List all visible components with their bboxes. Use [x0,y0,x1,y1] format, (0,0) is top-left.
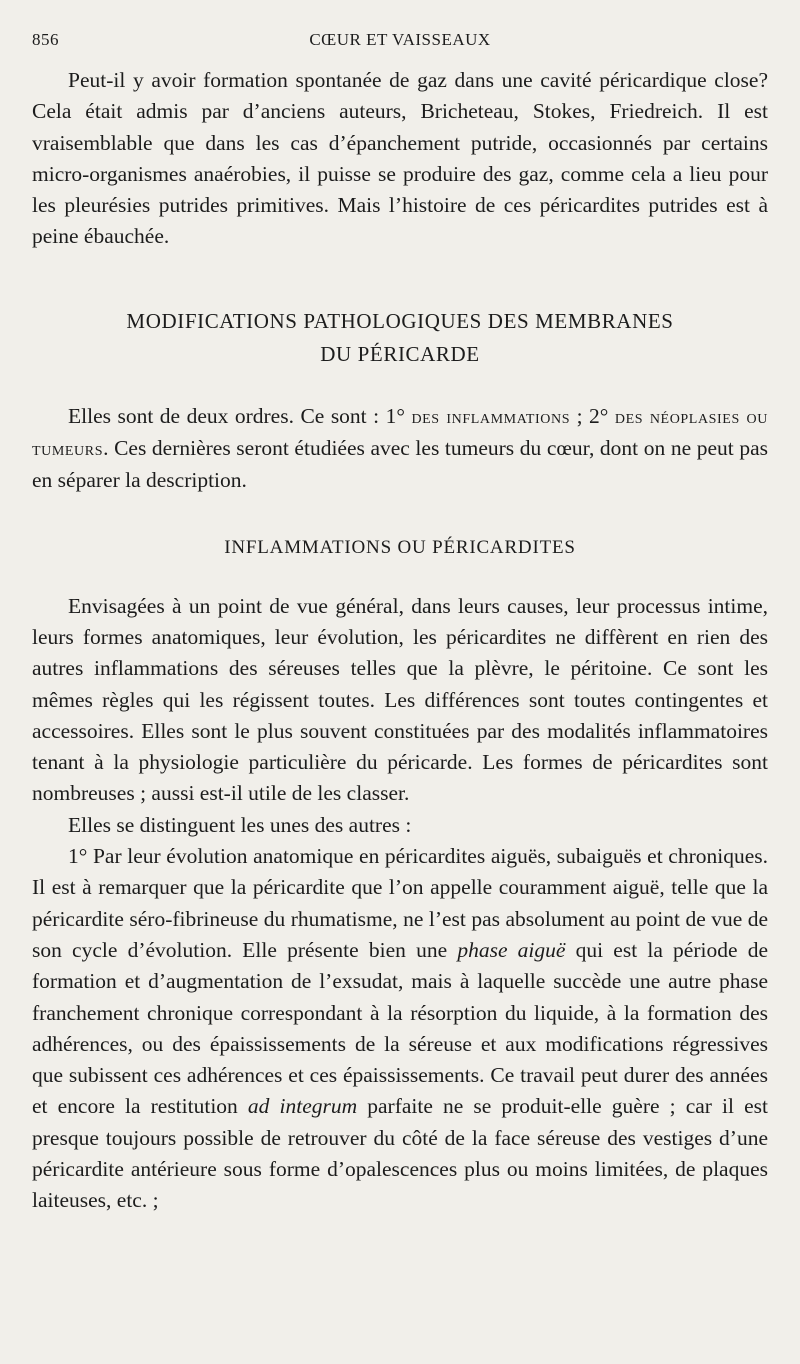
section-title-line1: MODIFICATIONS PATHOLOGIQUES DES MEMBRANES [126,308,674,333]
paragraph-gas-formation: Peut-il y avoir formation spontanée de gaz dans une cavité péricardique close? Cela était admis par d’anciens auteurs, Bricheteau, Stokes, Friedreich. Il est vraisemblable que dans les cas d’épanchement putride, occasionnés par certains micro-organismes anaérobies, il puisse se produire des gaz, comme cela a lieu pour les pleurésies putrides primitives. Mais l’histoire de ces péricardites putrides est à peine ébauchée. [32,68,768,249]
section-title [32,305,768,371]
subsection-title: INFLAMMATIONS OU PÉRICARDITES [224,536,576,558]
paragraph-two-orders [32,401,768,497]
text-run: Elles sont de deux ordres. Ce sont : 1° [68,403,412,428]
italic-phase-aigue: phase aiguë [457,937,566,962]
paragraph-general-view: Envisagées à un point de vue général, dans leurs causes, leur processus intime, leurs formes anatomiques, leur évolution, les péricardites ne diffèrent en rien des autres inflammations des séreuses telles que la plèvre, le péritoine. Ce sont les mêmes règles qui les régissent toutes. Les différences sont toutes contingentes et accessoires. Elles sont le plus souvent constituées par des modalités inflammatoires tenant à la physiologie particulière du péricarde. Les formes de péricardites sont nombreuses ; aussi est-il utile de les classer. [32,593,768,806]
text-run: . Ces dernières seront étudiées avec les tumeurs du cœur, dont on ne peut pas en séparer la description. [32,436,768,493]
text-run: parfaite ne se produit-elle guère ; car il est presque toujours possible de retrouver du côté de la face séreuse des vestiges d’une péricardite antérieure sous forme d’opalescences plus ou moins limitées, de plaques laiteuses, etc. ; [32,1094,768,1213]
text-run: qui est la période de formation et d’augmentation de l’exsudat, mais à laquelle succède une autre phase franchement chronique correspondant à la résorption du liquide, à la formation des adhérences, ou des épaississements de la séreuse et aux modifications régressives que subissent ces adhérences et ces épaississements. Ce travail peut durer des années et encore la restitution [32,937,769,1119]
running-title: CŒUR ET VAISSEAUX [309,30,491,49]
section-title-line2: DU PÉRICARDE [320,341,480,366]
small-caps-inflammations: des inflammations [411,405,571,428]
body-text [32,65,768,1217]
paragraph-evolution [32,841,768,1217]
text-run: 1° Par leur évolution anatomique en péricardites aiguës, subaiguës et chroniques. Il est à remarquer que la péricardite que l’on appelle couramment aiguë, telle que la péricardite séro-fibrineuse du rhumatisme, ne l’est pas absolument au point de vue de son cycle d’évolution. Elle présente bien une [32,844,768,962]
paragraph-distinguish: Elles se distinguent les unes des autres : [68,812,412,837]
italic-ad-integrum: ad integrum [247,1094,358,1119]
page-number: 856 [32,30,59,49]
text-run: ; 2° [570,403,615,428]
small-caps-neoplasies: des néoplasies ou tumeurs [32,405,768,461]
running-header [32,30,768,58]
